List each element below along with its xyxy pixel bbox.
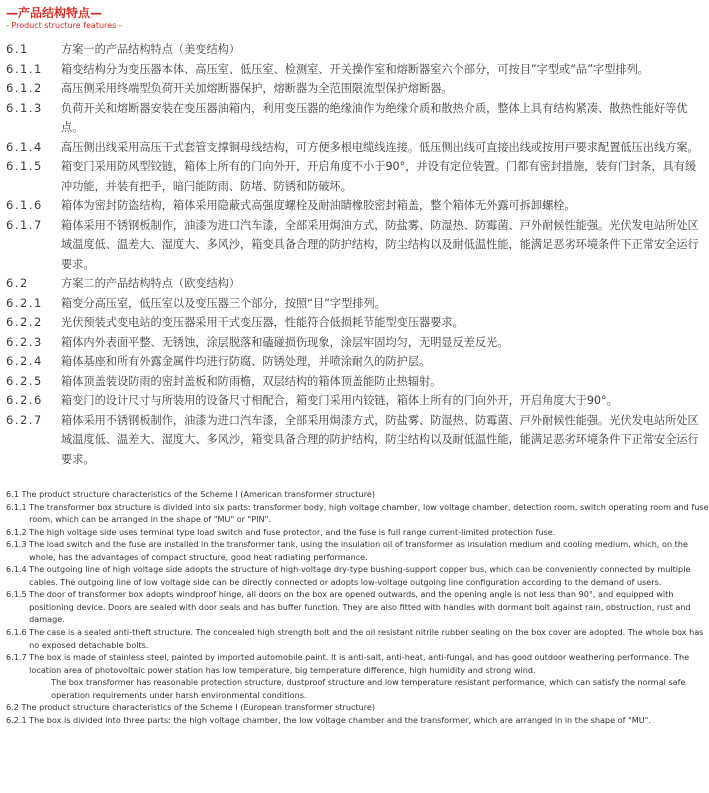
en-spec-item: [6, 563, 709, 588]
en-spec-text: [29, 501, 709, 526]
en-spec-paragraph: 6.2 The product structure characteristics of the Scheme I (European transformer structure): [6, 702, 376, 713]
cn-spec-number: 6.1.1: [6, 61, 43, 76]
cn-spec-item: [6, 60, 706, 80]
cn-spec-number: 6.2.2: [6, 315, 43, 329]
cn-spec-number: 6.2.7: [6, 412, 43, 427]
en-spec-item: [6, 626, 709, 651]
en-spec-number: 6.1.3: [6, 539, 30, 550]
en-spec-item: [6, 526, 709, 539]
section-title-en: - Product structure features -: [6, 21, 122, 30]
cn-spec-item: [6, 40, 706, 60]
cn-spec-item: [6, 99, 706, 138]
en-spec-paragraph: The box is divided into three parts: the high voltage chamber, the low voltage chamber and the transformer, which are arranged in in the shape of "MU".: [29, 714, 651, 725]
cn-spec-number: 6.1.6: [6, 198, 43, 212]
en-spec-paragraph: The case is a sealed anti-theft structure. The concealed high strength bolt and the oil resistant nitrile rubber sealing on the box cover are adopted. The whole box has no exposed detachable bolts.: [29, 627, 704, 650]
cn-spec-item: [6, 313, 706, 333]
en-spec-paragraph: The box is made of stainless steel, painted by imported automobile paint. It is anti-salt, anti-heat, anti-fungal, and has good outdoor weathering performance. The location area of photovoltaic power station has low temperature, big temperature difference, high humidity and strong wind.: [29, 652, 690, 675]
cn-spec-number: 6.2.3: [6, 334, 43, 349]
cn-spec-text: 高压侧出线采用高压干式套管支撑铜母线结构，可方便多根电缆线连接。低压侧出线可直接出线或按用戸要求配置低压出线方案。: [61, 140, 699, 154]
en-spec-text: [29, 714, 709, 727]
en-spec-number: 6.1.6: [6, 627, 30, 638]
en-spec-paragraph: The outgoing line of high voltage side adopts the structure of high-voltage dry-type bushing-support copper bus, which can be conveniently connected by multiple cables. The outgoing line of low voltage side can be directly connected or adopts low-voltage outgoing line configuration according to the demand of users.: [29, 564, 691, 587]
en-spec-text: [29, 526, 709, 539]
en-spec-paragraph: The door of transformer box adopts windproof hinge, all doors on the box are opened outwards, and the opening angle is not less than 90°, and equipped with positioning device. Doors are sealed with door seals and has buffer function. They are also fitted with handles with dormant bolt against rain, obstruction, rust and damage.: [29, 589, 691, 625]
cn-spec-number: 6.1.7: [6, 217, 43, 232]
cn-spec-text: 方案一的产品结构特点（美变结构）: [61, 43, 241, 56]
en-spec-text: [29, 626, 709, 651]
cn-spec-item: [6, 216, 706, 275]
en-spec-number: 6.1.2: [6, 526, 30, 537]
cn-spec-number: 6.1.4: [6, 139, 43, 154]
cn-spec-number: 6.2.1: [6, 295, 43, 310]
cn-spec-item: [6, 391, 706, 411]
cn-spec-text: 箱体顶盖装设防雨的密封盖板和防雨檐，双层结构的箱体顶盖能防止热辐射。: [61, 374, 442, 388]
cn-spec-number: 6.1.5: [6, 159, 43, 173]
en-spec-paragraph: The high voltage side uses terminal type load switch and fuse protector, and the fuse is full range current-limited protection fuse.: [29, 526, 556, 537]
en-spec-text: [29, 563, 709, 588]
english-spec-list: [6, 488, 709, 726]
en-spec-paragraph: The transformer box structure is divided into six parts: transformer body, high voltage chamber, low voltage chamber, detection room, switch operating room and fuse room, which can be arranged in the shape of "MU" or "PIN".: [29, 501, 709, 525]
section-title-cn: —产品结构特点—: [6, 6, 103, 20]
cn-spec-text: 箱变分高压室，低压室以及变压器三个部分，按照“目”字型排列。: [61, 296, 386, 310]
cn-spec-text: 方案二的产品结构特点（欧变结构）: [61, 277, 241, 290]
en-spec-paragraph: The box transformer has reasonable protection structure, dustproof structure and low temperature resistant performance, which can satisfy the normal safe operation requirements under harsh environmental conditions.: [51, 677, 686, 700]
cn-spec-item: [6, 333, 706, 353]
en-spec-item: [6, 701, 709, 714]
cn-spec-text: 负荷开关和熔断器安装在变压器油箱内，利用变压器的绝缘油作为绝缘介质和散热介质，整体上具有结构紧凑、散热性能好等优点。: [61, 101, 688, 134]
cn-spec-text: 箱体采用不锈钢板制作，油漆为进口汽车漆，全部采用焗漆方式，防盐雾、防湿热、防霉菌、戸外耐候性能强。光伏发电站所处区域温度低、温差大、湿度大、多风沙，箱变具备合理的防护结构，防尘结构以及耐低温性能，能满足恶劣环境条件下正常安全运行要求。: [61, 413, 699, 466]
cn-spec-item: [6, 411, 706, 470]
section-header: [6, 6, 122, 31]
cn-spec-item: [6, 79, 706, 99]
cn-spec-number: 6.1: [6, 42, 29, 56]
cn-spec-item: [6, 196, 706, 216]
cn-spec-text: 箱变门采用防风型铰链，箱体上所有的门向外开，开启角度不小于90°，并设有定位装置。门都有密封措施，装有门封条，具有缓冲功能，并装有把手，暗闩能防雨、防堵、防锈和防破坏。: [61, 160, 697, 193]
cn-spec-text: 高压侧采用终端型负荷开关加熔断器保护，熔断器为全范围限流型保护熔断器。: [61, 82, 453, 95]
en-spec-paragraph: 6.1 The product structure characteristics of the Scheme I (American transformer structure): [6, 489, 375, 499]
en-spec-item: [6, 501, 709, 526]
cn-spec-number: 6.1.3: [6, 100, 43, 115]
en-spec-item: [6, 714, 709, 727]
en-spec-item: [6, 488, 709, 501]
cn-spec-number: 6.2.6: [6, 393, 43, 407]
cn-spec-number: 6.2.4: [6, 354, 43, 368]
en-spec-number: 6.1.5: [6, 589, 30, 600]
cn-spec-text: 箱体为密封防盗结构，箱体采用隐蔽式高强度螺栓及耐油睛橡胶密封箱盖，整个箱体无外露可拆卸螺栓。: [61, 199, 576, 212]
cn-spec-text: 箱变门的设计尺寸与所装用的设备尺寸相配合，箱变门采用内铰链，箱体上所有的门向外开，开启角度大于90°。: [61, 394, 618, 407]
en-spec-text: [29, 538, 709, 563]
cn-spec-item: [6, 138, 706, 158]
en-spec-item: [6, 588, 709, 626]
en-spec-item: [6, 651, 709, 701]
cn-spec-item: [6, 352, 706, 372]
en-spec-text: [6, 488, 709, 501]
cn-spec-number: 6.2.5: [6, 373, 43, 388]
cn-spec-text: 箱体基座和所有外露金属件均进行防腐、防锈处理，并喷涂耐久的防护层。: [61, 355, 431, 368]
cn-spec-text: 光伏预装式变电站的变压器采用干式变压器，性能符合低损耗节能型变压器要求。: [61, 316, 464, 329]
cn-spec-number: 6.1.2: [6, 81, 43, 95]
cn-spec-item: [6, 157, 706, 196]
cn-spec-text: 箱体采用不锈钢板制作，油漆为进口汽车漆，全部采用焗油方式，防盐雾、防湿热、防霉菌、戸外耐候性能强。光伏发电站所处区域温度低、温差大、湿度大、多风沙，箱变具备合理的防护结构，防尘结构以及耐低温性能，能满足恶劣环境条件下正常安全运行要求。: [61, 218, 699, 271]
cn-spec-item: [6, 274, 706, 294]
en-spec-text: [29, 588, 709, 626]
cn-spec-number: 6.2: [6, 276, 29, 290]
en-spec-number: 6.1.4: [6, 564, 30, 575]
cn-spec-item: [6, 294, 706, 314]
en-spec-text: [29, 651, 709, 701]
chinese-spec-list: [6, 40, 706, 469]
en-spec-number: 6.2.1: [6, 714, 30, 725]
cn-spec-item: [6, 372, 706, 392]
cn-spec-text: 箱体内外表面平整、无锈蚀，涂层脱落和磕碰损伤现象，涂层牢固均匀，无明显反差反光。: [61, 335, 509, 349]
cn-spec-text: 箱变结构分为变压器本体、高压室、低压室、检测室、开关操作室和熔断器室六个部分，可按目”字型或“品”字型排列。: [61, 62, 649, 76]
en-spec-number: 6.1.7: [6, 652, 30, 663]
en-spec-paragraph: The load switch and the fuse are installed in the transformer tank, using the insulation oil of transformer as insulation medium and cooling medium, which, on the whole, has the advantages of compact structure, good heat radiating performance.: [29, 539, 688, 562]
en-spec-number: 6.1.1: [6, 501, 30, 512]
en-spec-text: [6, 701, 709, 714]
en-spec-item: [6, 538, 709, 563]
